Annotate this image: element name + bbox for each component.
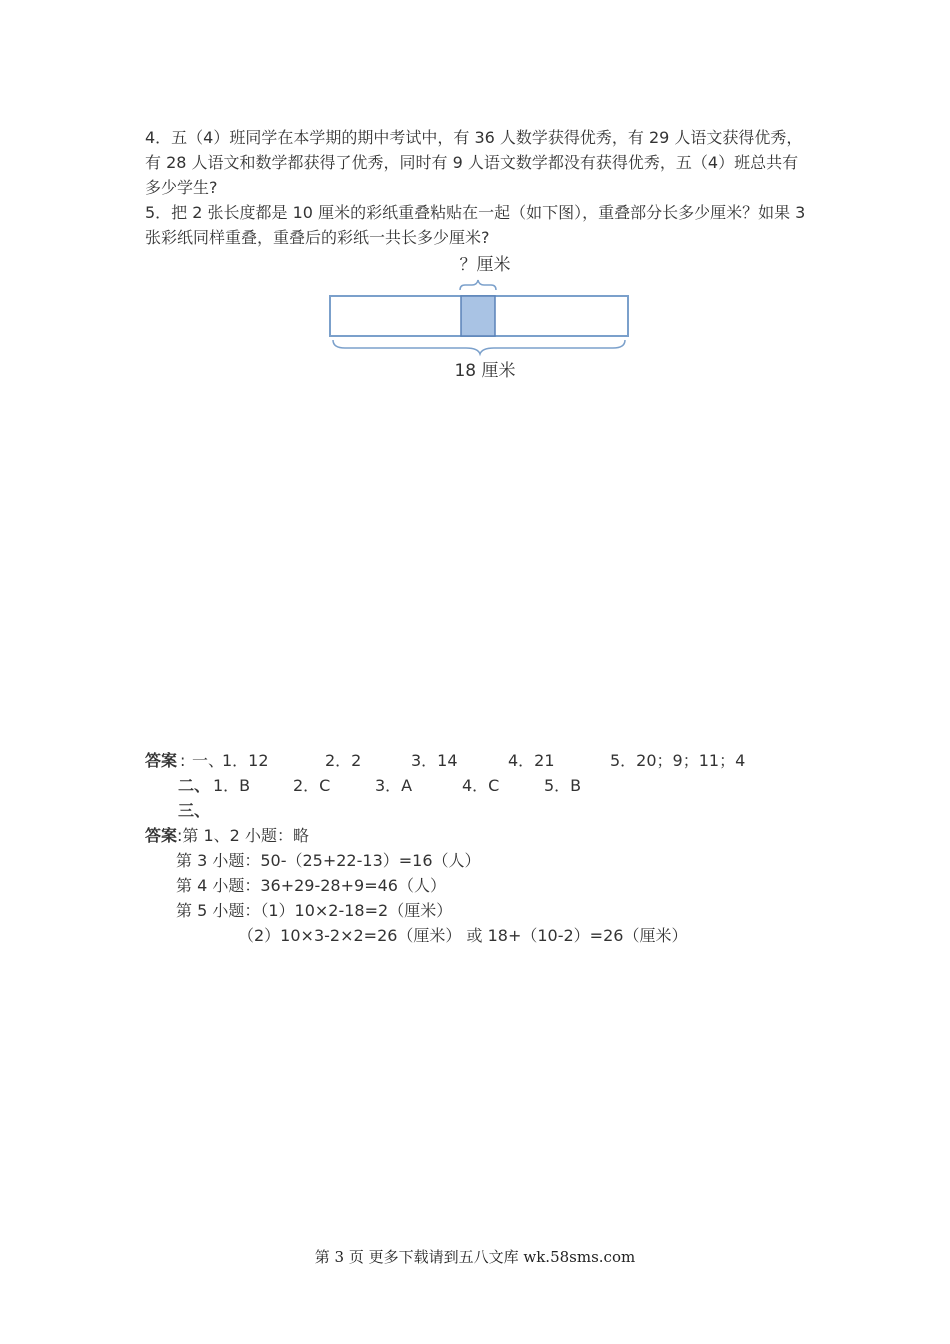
section-1-item-1: 1．12 (222, 751, 269, 770)
overlap-diagram (0, 0, 950, 400)
solution-line-3: 第 4 小题：36+29-28+9=46（人） (176, 876, 446, 895)
section-2-item-3: 3．A (375, 776, 413, 795)
answers-row-4 (145, 823, 309, 848)
solution-line-1: 第 1、2 小题：略 (182, 826, 309, 845)
section-2-item-4: 4．C (462, 776, 500, 795)
section-3-prefix: 三、 (178, 801, 211, 820)
question-4: 4．五（4）班同学在本学期的期中考试中，有 36 人数学获得优秀，有 29 人语文获得优秀，有 28 人语文和数学都获得了优秀，同时有 9 人语文数学都没有获得优秀，五（4）班总共有多少学生? (145, 128, 803, 197)
overlap-region (461, 296, 495, 336)
bottom-brace (333, 340, 625, 354)
top-brace (460, 280, 496, 290)
answer-label-2: 答案 (145, 826, 178, 845)
section-1-item-3: 3．14 (411, 751, 458, 770)
total-length-label: 18 厘米 (454, 361, 516, 381)
solution-line-4: 第 5 小题：（1）10×2-18=2（厘米） (176, 901, 453, 920)
question-5: 5．把 2 张长度都是 10 厘米的彩纸重叠粘贴在一起（如下图），重叠部分长多少厘米？如果 3 张彩纸同样重叠，重叠后的彩纸一共长多少厘米? (145, 203, 806, 247)
section-2-item-1: 1．B (213, 776, 251, 795)
overlap-length-label: ？厘米 (459, 255, 511, 275)
section-1-item-4: 4．21 (508, 751, 555, 770)
section-1-item-2: 2．2 (325, 751, 362, 770)
answer-colon-1: : (180, 751, 186, 770)
section-1-item-5: 5．20；9；11；4 (610, 751, 746, 770)
solution-line-2: 第 3 小题：50-（25+22-13）=16（人） (176, 851, 481, 870)
section-1-prefix-text: 一、 (192, 751, 225, 770)
answer-label-1: 答案 (145, 751, 178, 770)
section-2-item-2: 2．C (293, 776, 331, 795)
answer-colon-2: : (177, 826, 183, 845)
section-2-item-5: 5．B (544, 776, 582, 795)
section-2-prefix: 二、 (178, 776, 211, 795)
page-footer: 第 3 页 更多下载请到五八文库 wk.58sms.com (314, 1248, 636, 1266)
solution-line-5: （2）10×3-2×2=26（厘米） 或 18+（10-2）=26（厘米） (238, 926, 688, 945)
